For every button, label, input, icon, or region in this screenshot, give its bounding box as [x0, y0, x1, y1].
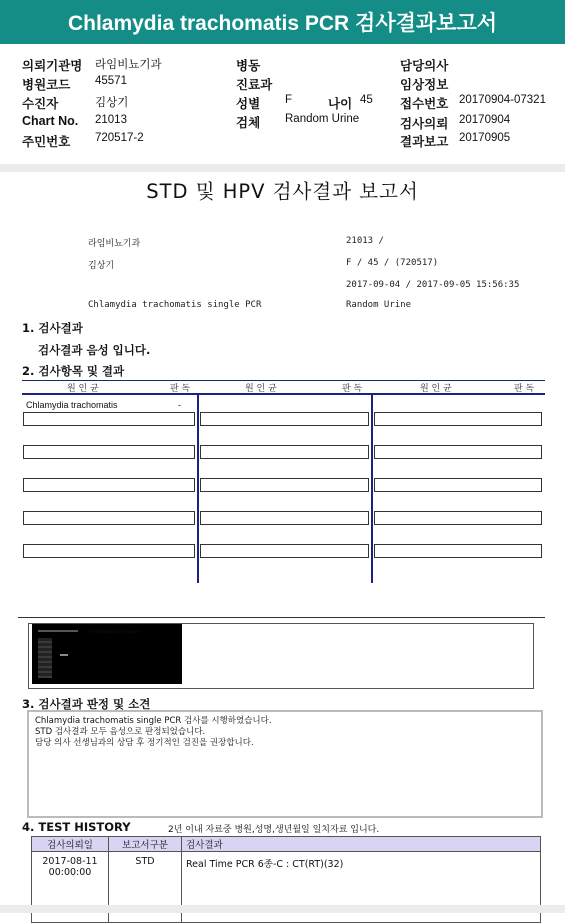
- patient-value: 김상기: [95, 97, 129, 109]
- chart-no-value: 21013: [95, 114, 127, 126]
- image-ladder: [38, 638, 52, 678]
- result-slot: [374, 445, 542, 459]
- report-header: [0, 0, 565, 44]
- image-band: [60, 654, 68, 656]
- image-band: [38, 630, 78, 632]
- result-slot: [374, 412, 542, 426]
- report-date-label: 결과보고: [400, 134, 449, 149]
- report-patient: 김상기: [88, 261, 115, 271]
- section-2-title: 2. 검사항목 및 결과: [22, 364, 125, 378]
- result-slot: [200, 445, 369, 459]
- dept-label: 진료과: [236, 77, 273, 92]
- rrn-value: 720517-2: [95, 132, 144, 144]
- history-date: 2017-08-11: [42, 856, 98, 867]
- age-label: 나이: [328, 96, 353, 111]
- col-organism-1: 원 인 균: [67, 384, 99, 394]
- report-hospital: 라임비뇨기과: [88, 239, 141, 249]
- result-slot: [200, 478, 369, 492]
- specimen-label: 검체: [236, 115, 261, 130]
- col-organism-3: 원 인 균: [420, 384, 452, 394]
- result-slot: [200, 412, 369, 426]
- report-sex-age: F / 45 / (720517): [346, 258, 439, 268]
- grid-divider-1: [197, 393, 199, 583]
- result-slot: [23, 544, 195, 558]
- col-judge-1: 판 독: [170, 384, 191, 394]
- col-judge-2: 판 독: [342, 384, 363, 394]
- result-slot: [23, 511, 195, 525]
- patient-label: 수진자: [22, 96, 59, 111]
- comment-box: [27, 710, 543, 818]
- clinical-info-label: 임상정보: [400, 77, 449, 92]
- col-judge-3: 판 독: [514, 384, 535, 394]
- comment-line: STD 검사결과 모두 음성으로 판정되었습니다.: [35, 727, 206, 737]
- chart-no-label: Chart No.: [22, 114, 79, 128]
- report-chart: 21013 /: [346, 236, 384, 246]
- image-section-rule: [18, 617, 545, 618]
- results-grid-header: [22, 380, 545, 395]
- hospital-code-value: 45571: [95, 75, 127, 87]
- section-divider: [0, 164, 565, 172]
- report-header-title: Chlamydia trachomatis PCR 검사결과보고서: [67, 12, 498, 35]
- sex-label: 성별: [236, 96, 261, 111]
- specimen-value: Random Urine: [285, 113, 360, 125]
- history-col-type: 보고서구분: [109, 837, 182, 852]
- bottom-band: [0, 905, 565, 913]
- result-slot: [23, 478, 195, 492]
- patient-info-panel: [0, 50, 565, 162]
- comment-line: 담당 의사 선생님과의 상담 후 정기적인 검진을 권장합니다.: [35, 738, 254, 748]
- grid-divider-2: [371, 393, 373, 583]
- age-value: 45: [360, 94, 373, 106]
- std-report-page: [0, 172, 565, 907]
- result-slot: [200, 544, 369, 558]
- result-slot: [200, 511, 369, 525]
- table-header-row: [32, 837, 541, 852]
- history-time: 00:00:00: [48, 867, 92, 878]
- ward-label: 병동: [236, 58, 261, 73]
- history-result: Real Time PCR 6종-C : CT(RT)(32): [182, 852, 541, 923]
- section-1-title: 1. 검사결과: [22, 321, 83, 335]
- col-organism-2: 원 인 균: [245, 384, 277, 394]
- result-slot: [374, 478, 542, 492]
- hospital-code-label: 병원코드: [22, 77, 71, 92]
- result-slot: [23, 445, 195, 459]
- report-title: STD 및 HPV 검사결과 보고서: [146, 180, 419, 203]
- result-slot: [374, 511, 542, 525]
- image-caption: <STD Negative image>: [88, 630, 142, 635]
- hospital-label: 의뢰기관명: [22, 58, 83, 73]
- hospital-value: 라임비뇨기과: [95, 59, 162, 71]
- request-date-value: 20170904: [459, 114, 511, 126]
- comment-line: Chlamydia trachomatis single PCR 검사를 시행하였습니다.: [35, 716, 272, 726]
- item-1-result: -: [178, 400, 181, 410]
- result-slot: [374, 544, 542, 558]
- history-note: 2년 이내 자료중 병원,성명,생년월일 일치자료 입니다.: [168, 825, 380, 835]
- history-type: STD: [109, 852, 182, 923]
- report-dates: 2017-09-04 / 2017-09-05 15:56:35: [346, 280, 520, 290]
- receipt-no-label: 접수번호: [400, 96, 449, 111]
- receipt-no-value: 20170904-07321: [459, 94, 546, 106]
- result-slot: [23, 412, 195, 426]
- history-col-date: 검사의뢰일: [32, 837, 109, 852]
- report-specimen: Random Urine: [346, 300, 412, 310]
- section-1-result: 검사결과 음성 입니다.: [38, 343, 151, 357]
- history-col-result: 검사결과: [182, 837, 541, 852]
- doctor-label: 담당의사: [400, 58, 449, 73]
- section-4-title: 4. TEST HISTORY: [22, 820, 131, 834]
- report-date-value: 20170905: [459, 132, 511, 144]
- item-1-organism: Chlamydia trachomatis: [26, 400, 118, 410]
- report-test-name: Chlamydia trachomatis single PCR: [88, 300, 262, 310]
- sex-value: F: [285, 94, 293, 106]
- request-date-label: 검사의뢰: [400, 116, 449, 131]
- section-3-title: 3. 검사결과 판정 및 소견: [22, 697, 151, 711]
- rrn-label: 주민번호: [22, 134, 71, 149]
